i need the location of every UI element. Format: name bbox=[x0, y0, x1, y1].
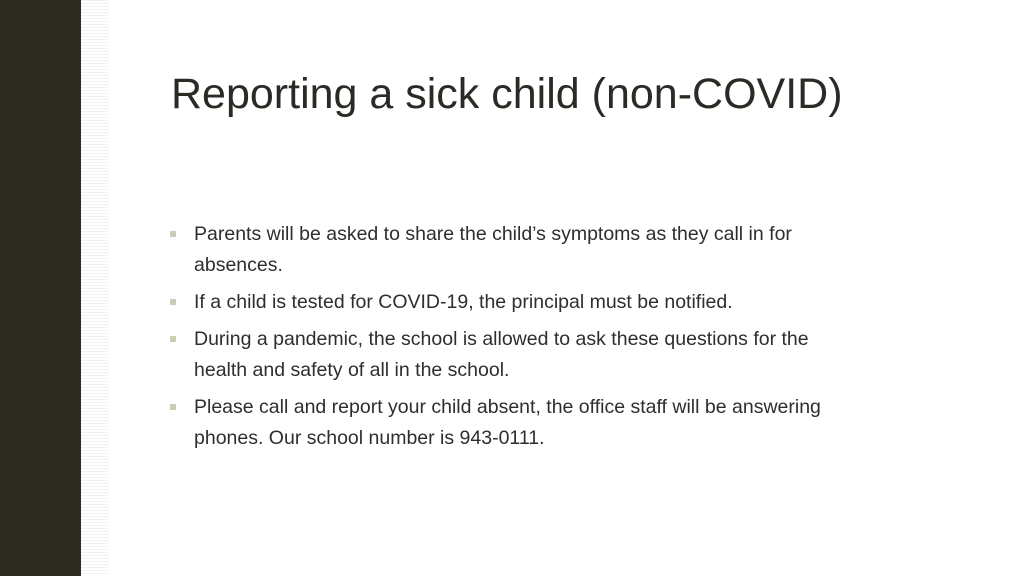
bullet-square-icon bbox=[170, 336, 176, 342]
bullet-text: During a pandemic, the school is allowed to ask these questions for the health and safety of all in the school. bbox=[194, 328, 809, 381]
bullet-square-icon bbox=[170, 299, 176, 305]
bullet-list bbox=[170, 219, 830, 460]
bullet-item bbox=[170, 287, 830, 318]
bullet-text: If a child is tested for COVID-19, the principal must be notified. bbox=[194, 291, 733, 313]
sidebar-dark-band bbox=[0, 0, 81, 576]
slide-title: Reporting a sick child (non-COVID) bbox=[171, 70, 843, 118]
bullet-square-icon bbox=[170, 404, 176, 410]
bullet-square-icon bbox=[170, 231, 176, 237]
sidebar-stripes bbox=[81, 0, 109, 576]
bullet-item bbox=[170, 324, 830, 386]
bullet-item bbox=[170, 219, 830, 281]
bullet-text: Parents will be asked to share the child’s symptoms as they call in for absences. bbox=[194, 223, 792, 276]
bullet-item bbox=[170, 392, 830, 454]
bullet-text: Please call and report your child absent, the office staff will be answering phones. Our school number is 943-0111. bbox=[194, 396, 821, 449]
